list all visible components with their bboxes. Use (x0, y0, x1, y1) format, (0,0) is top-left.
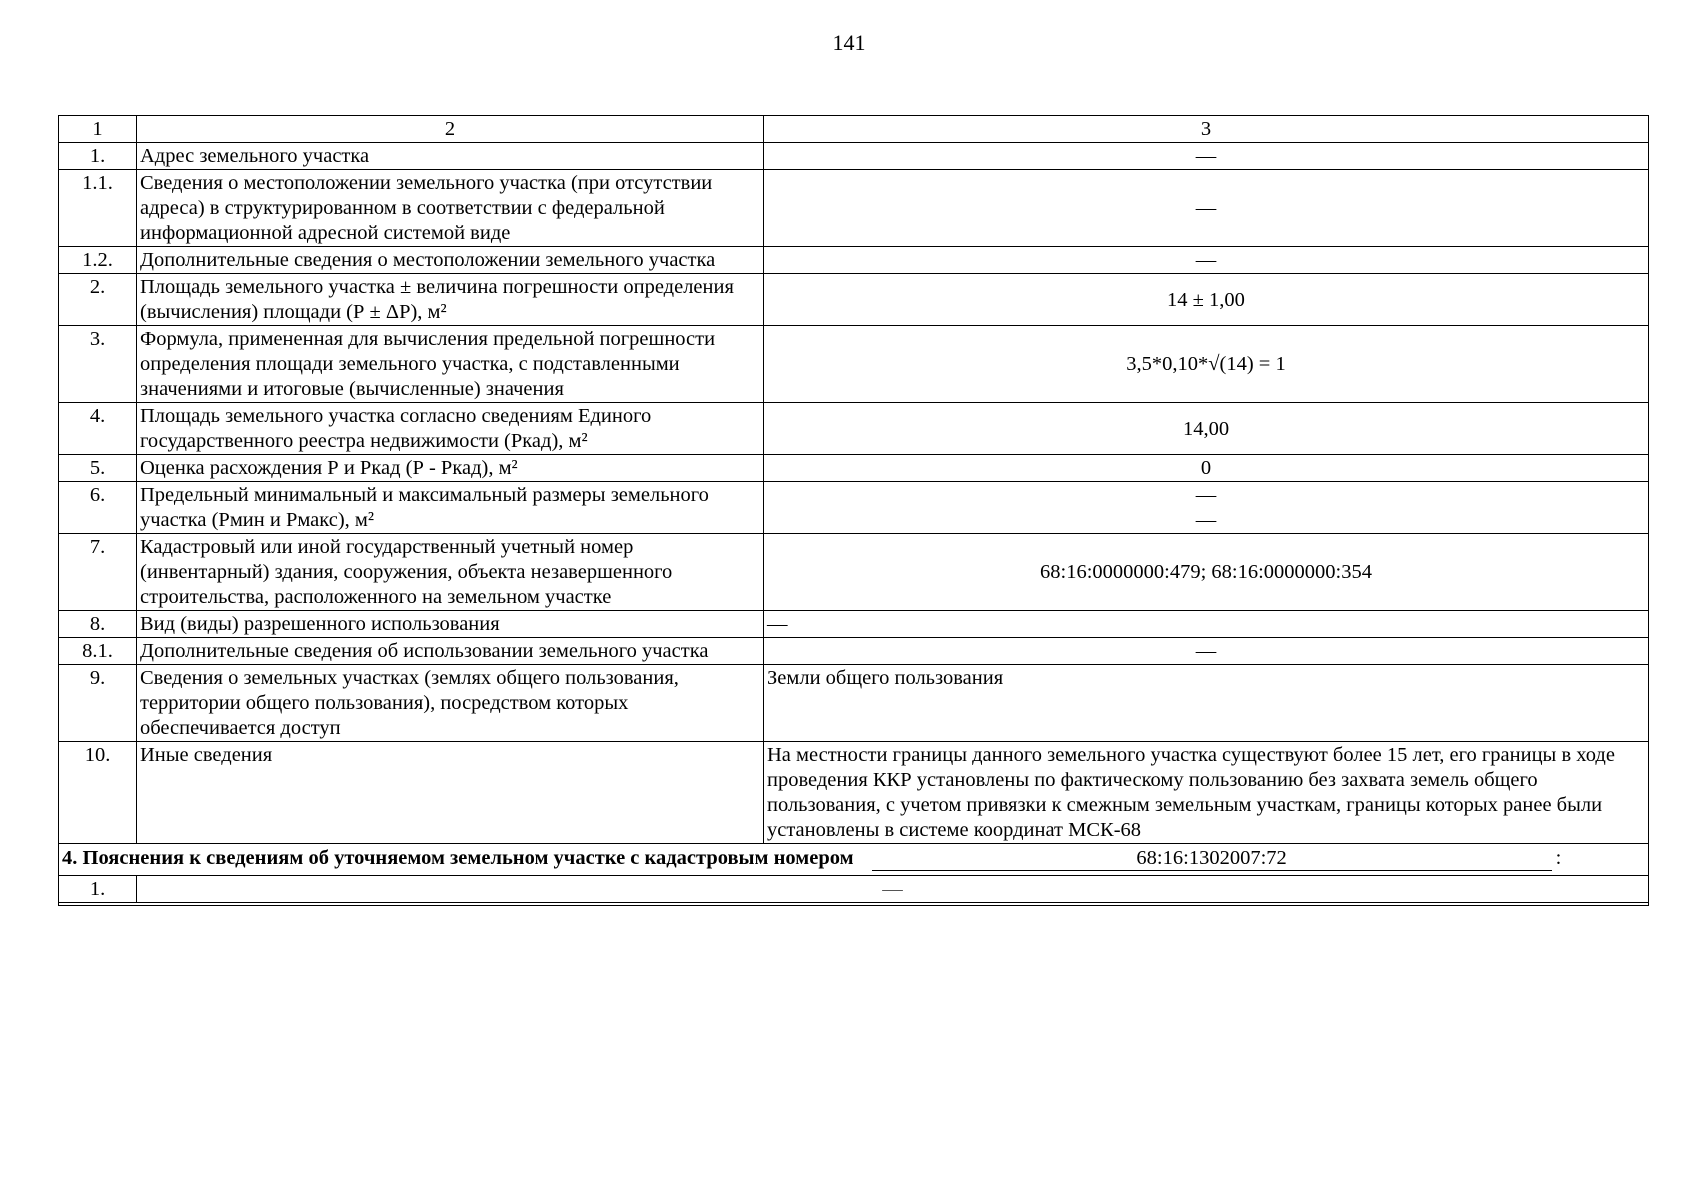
row-label: Вид (виды) разрешенного использования (137, 611, 764, 638)
row-number: 1. (59, 876, 137, 903)
row-label: Адрес земельного участка (137, 143, 764, 170)
row-label: Кадастровый или иной государственный учетный номер (инвентарный) здания, сооружения, объекта незавершенного строительства, расположенного на земельном участке (137, 534, 764, 611)
row-value (764, 482, 1649, 534)
row-value: 3,5*0,10*√(14) = 1 (764, 326, 1649, 403)
row-value: — (764, 143, 1649, 170)
section-4-cell (59, 844, 1649, 876)
row-permitted-use (59, 611, 1649, 638)
row-number: 1. (59, 143, 137, 170)
row-area (59, 274, 1649, 326)
row-number: 8. (59, 611, 137, 638)
row-number: 2. (59, 274, 137, 326)
row-formula (59, 326, 1649, 403)
row-label: Иные сведения (137, 742, 764, 844)
row-number: 10. (59, 742, 137, 844)
row-label: Сведения о местоположении земельного участка (при отсутствии адреса) в структурированном в соответствии с федеральной информационной адресной системой виде (137, 170, 764, 247)
section-4-row (59, 876, 1649, 903)
row-value: — (764, 611, 1649, 638)
value-max: — (1195, 509, 1217, 531)
row-area-egrn (59, 403, 1649, 455)
row-number: 1.2. (59, 247, 137, 274)
row-value: На местности границы данного земельного участка существуют более 15 лет, его границы в ходе проведения ККР установлены по фактическому пользованию без захвата земель общего пользования, с учетом привязки к смежным земельным участкам, границы которых ранее были установлены в системе координат МСК-68 (764, 742, 1649, 844)
row-label: Дополнительные сведения о местоположении земельного участка (137, 247, 764, 274)
row-value: — (137, 876, 1649, 903)
row-value: Земли общего пользования (764, 665, 1649, 742)
row-number: 7. (59, 534, 137, 611)
row-value: — (764, 170, 1649, 247)
table-header-row (59, 116, 1649, 143)
row-location-additional (59, 247, 1649, 274)
row-location-structured (59, 170, 1649, 247)
row-additional-use (59, 638, 1649, 665)
header-col-1: 1 (59, 116, 137, 143)
row-number: 4. (59, 403, 137, 455)
row-label: Оценка расхождения Р и Ркад (Р - Ркад), м² (137, 455, 764, 482)
row-access (59, 665, 1649, 742)
row-value: 0 (764, 455, 1649, 482)
section-4-header (59, 844, 1649, 876)
row-area-difference (59, 455, 1649, 482)
header-col-2: 2 (137, 116, 764, 143)
row-number: 6. (59, 482, 137, 534)
table-bottom-border (59, 903, 1649, 906)
row-number: 9. (59, 665, 137, 742)
row-number: 3. (59, 326, 137, 403)
row-label: Сведения о земельных участках (землях общего пользования, территории общего пользования), посредством которых обеспечивается доступ (137, 665, 764, 742)
row-value: 14 ± 1,00 (764, 274, 1649, 326)
row-min-max-size (59, 482, 1649, 534)
land-plot-info-table (58, 115, 1649, 906)
row-number: 8.1. (59, 638, 137, 665)
row-value: 68:16:0000000:479; 68:16:0000000:354 (764, 534, 1649, 611)
row-label: Площадь земельного участка ± величина погрешности определения (вычисления) площади (Р ± ΔР), м² (137, 274, 764, 326)
row-value: 14,00 (764, 403, 1649, 455)
row-label: Площадь земельного участка согласно сведениям Единого государственного реестра недвижимости (Ркад), м² (137, 403, 764, 455)
row-number: 5. (59, 455, 137, 482)
section-4-title: 4. Пояснения к сведениям об уточняемом земельном участке с кадастровым номером (62, 847, 854, 869)
row-label: Предельный минимальный и максимальный размеры земельного участка (Рмин и Рмакс), м² (137, 482, 764, 534)
page-number: 141 (832, 30, 866, 55)
cadastral-number: 68:16:1302007:72 (872, 846, 1552, 871)
header-col-3: 3 (764, 116, 1649, 143)
row-building-cadastral (59, 534, 1649, 611)
row-number: 1.1. (59, 170, 137, 247)
row-value: — (764, 638, 1649, 665)
row-other-info (59, 742, 1649, 844)
table-bottom-cell (59, 903, 1649, 906)
row-address (59, 143, 1649, 170)
row-label: Дополнительные сведения об использовании земельного участка (137, 638, 764, 665)
row-value: — (764, 247, 1649, 274)
section-4-colon: : (1555, 847, 1562, 869)
row-label: Формула, примененная для вычисления предельной погрешности определения площади земельного участка, с подставленными значениями и итоговые (вычисленные) значения (137, 326, 764, 403)
value-min: — (1195, 484, 1217, 506)
